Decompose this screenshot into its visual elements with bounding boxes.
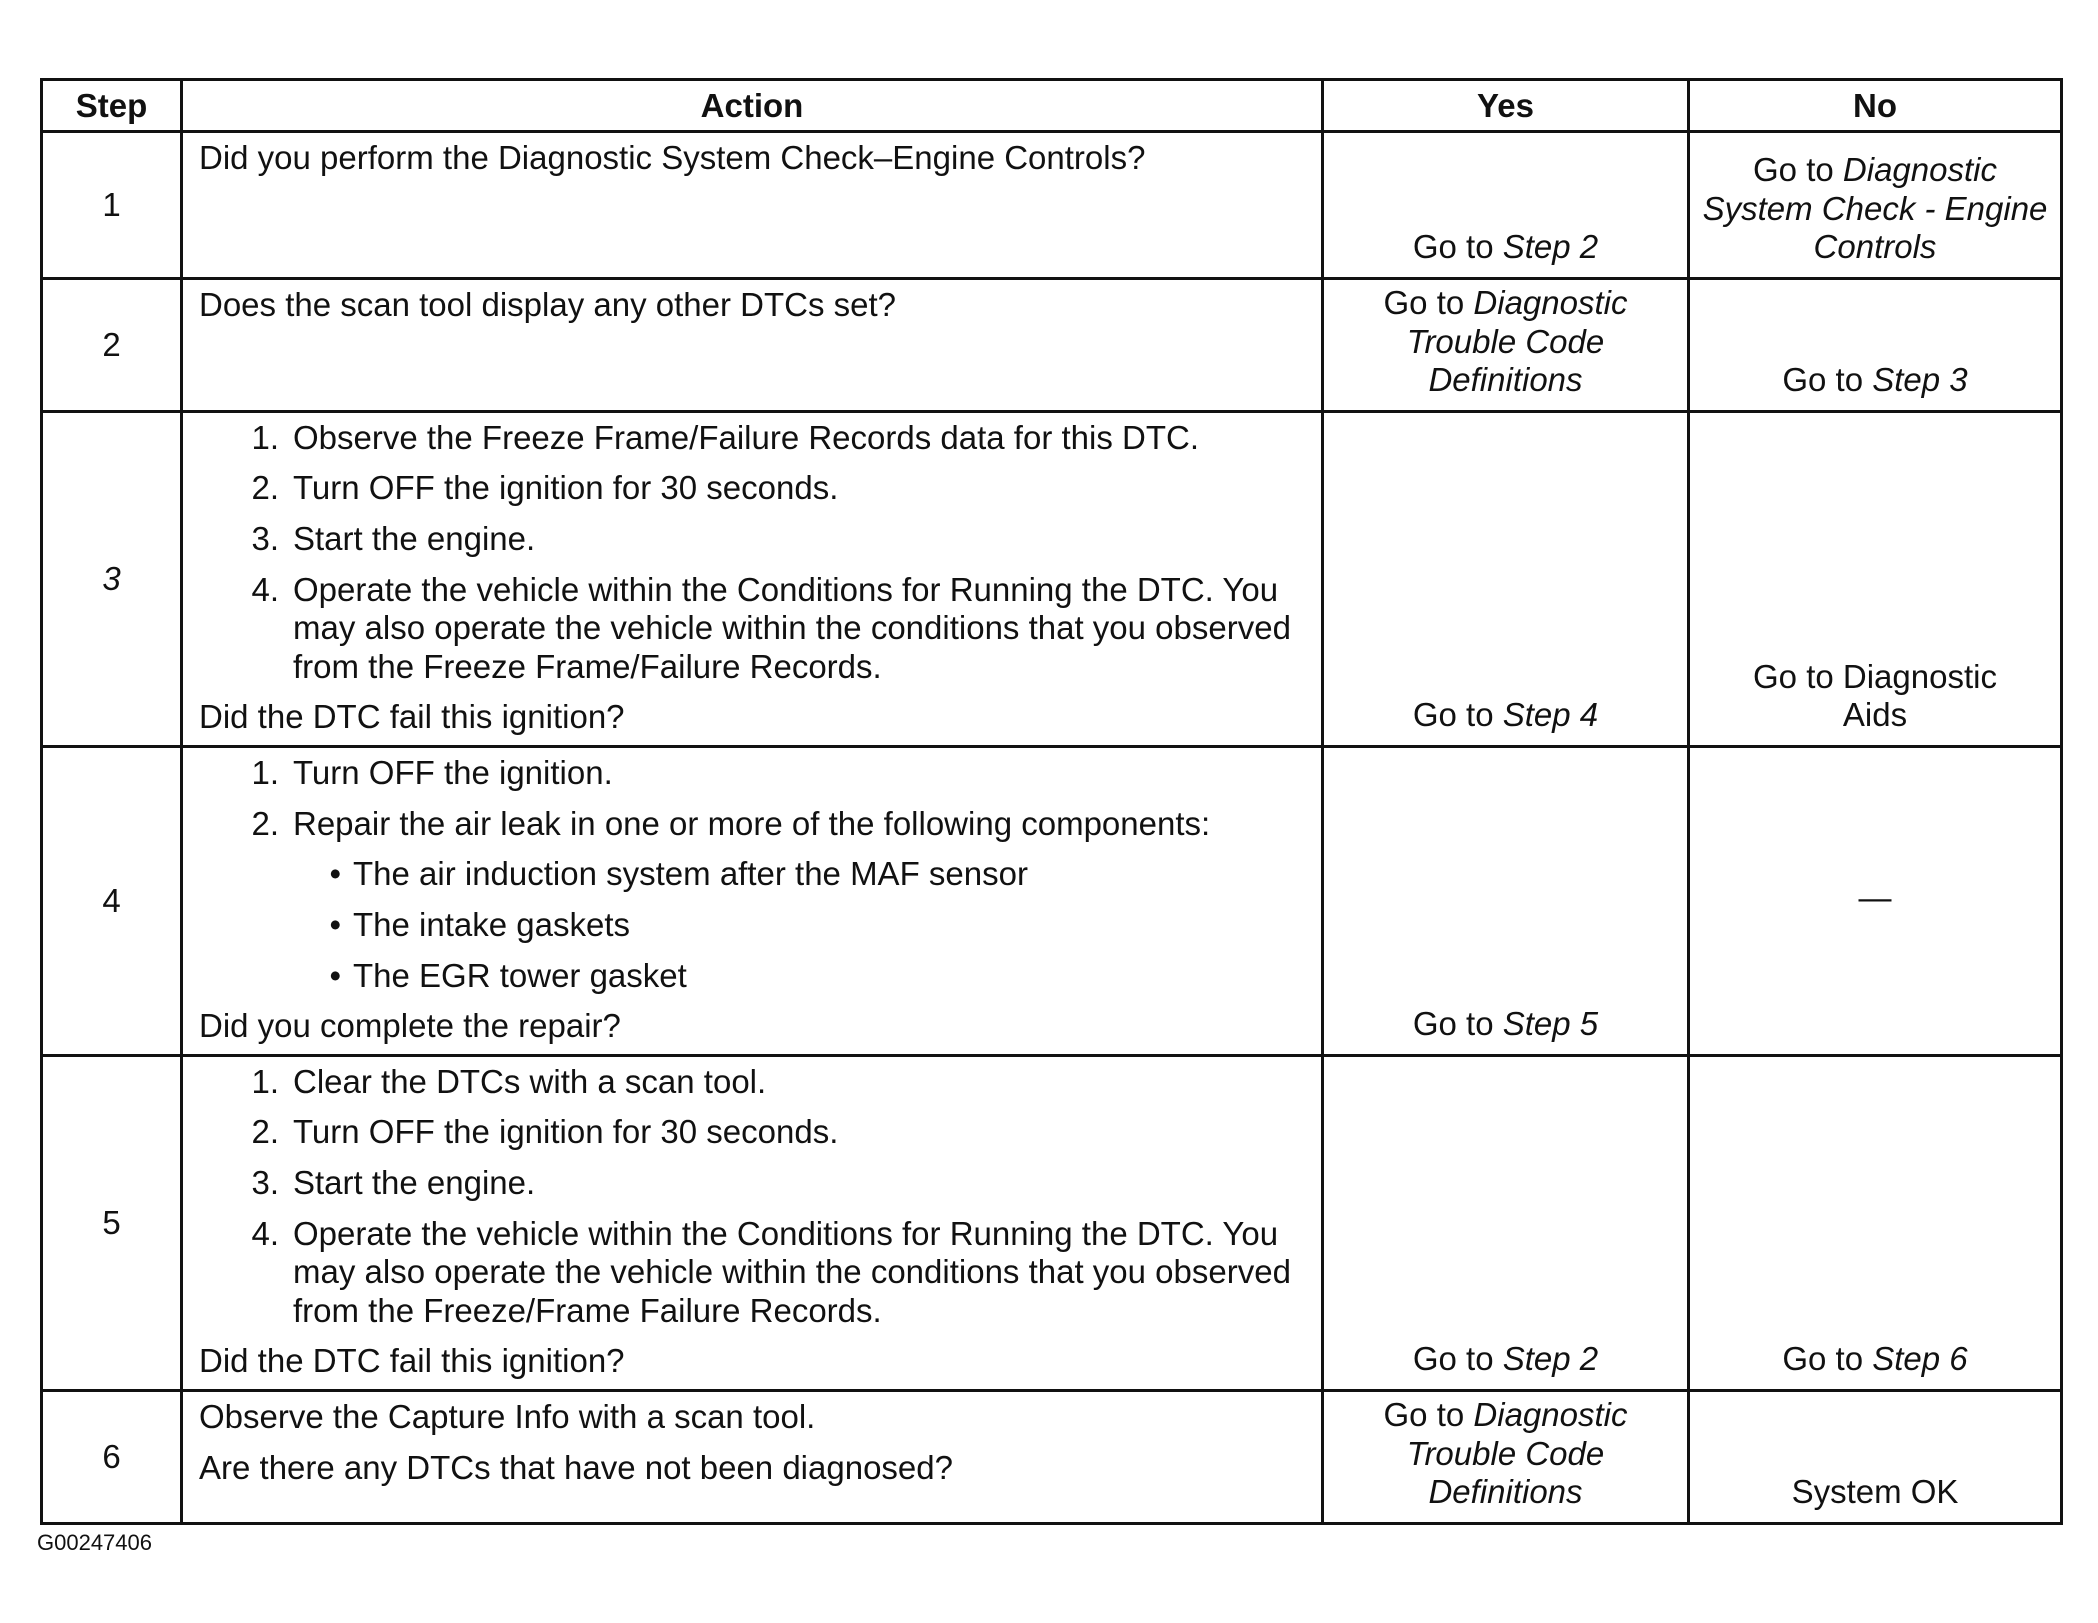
diagnostic-table: [40, 78, 2063, 1525]
table-row: [42, 279, 2062, 412]
item-number: 2.: [251, 1113, 279, 1151]
bullet-icon: •: [329, 905, 341, 943]
numbered-item: [199, 520, 1307, 559]
numbered-item: [199, 754, 1307, 793]
item-number: 3.: [251, 520, 279, 558]
action-text: Did you perform the Diagnostic System Check–Engine Controls?: [199, 139, 1146, 176]
item-text: Start the engine.: [293, 520, 536, 558]
header-action: Action: [182, 80, 1323, 132]
yes-prefix: Go to: [1412, 1340, 1503, 1378]
numbered-item: [199, 1063, 1307, 1102]
no-cell: [1689, 747, 2062, 1056]
bullet-text: The air induction system after the MAF sensor: [353, 855, 1028, 893]
no-cell: [1689, 132, 2062, 279]
action-cell: [182, 132, 1323, 279]
yes-prefix: Go to: [1383, 284, 1474, 321]
item-text: Observe the Freeze Frame/Failure Records data for this DTC.: [293, 418, 1199, 456]
numbered-item: [199, 469, 1307, 508]
bullet-icon: •: [329, 855, 341, 893]
step-number: 6: [42, 1391, 182, 1524]
bullet-item: [199, 906, 1307, 945]
item-text: Operate the vehicle within the Conditions for Running the DTC. You may also operate the vehicle within the conditions that you observed from the Freeze/Frame Failure Records.: [293, 1214, 1291, 1329]
action-cell: [182, 411, 1323, 746]
step-number: 1: [42, 132, 182, 279]
no-dash: —: [1858, 878, 1892, 916]
figure-id: G00247406: [37, 1530, 152, 1555]
step-number: 5: [42, 1055, 182, 1390]
yes-target: Diagnostic Trouble Code Definitions: [1406, 1396, 1628, 1511]
item-text: Start the engine.: [293, 1163, 536, 1201]
action-question: Did the DTC fail this ignition?: [199, 698, 625, 736]
action-cell: [182, 279, 1323, 412]
no-prefix: Go to: [1753, 151, 1843, 189]
no-target: Diagnostic System Check - Engine Controls: [1702, 151, 2048, 266]
no-target: Step 3: [1872, 361, 1968, 399]
item-text: Operate the vehicle within the Conditions for Running the DTC. You may also operate the vehicle within the conditions that you observed from the Freeze Frame/Failure Records.: [293, 570, 1291, 685]
yes-cell: [1323, 411, 1689, 746]
action-question: Did the DTC fail this ignition?: [199, 1342, 625, 1380]
yes-cell: [1323, 132, 1689, 279]
bullet-text: The EGR tower gasket: [353, 956, 687, 994]
yes-target: Step 2: [1502, 228, 1599, 266]
item-number: 4.: [251, 1214, 279, 1252]
no-prefix: Go to: [1782, 361, 1873, 399]
yes-cell: [1323, 747, 1689, 1056]
bullet-item: [199, 957, 1307, 996]
header-yes: Yes: [1323, 80, 1689, 132]
no-cell: [1689, 1055, 2062, 1390]
no-target: Step 6: [1872, 1340, 1968, 1378]
step-number: 3: [42, 411, 182, 746]
bullet-icon: •: [329, 956, 341, 994]
no-prefix: Go to: [1782, 1340, 1873, 1378]
no-text: Go to Diagnostic Aids: [1753, 657, 1997, 734]
numbered-item: [199, 419, 1307, 458]
yes-prefix: Go to: [1412, 1005, 1503, 1043]
item-number: 1.: [251, 418, 279, 456]
yes-prefix: Go to: [1412, 696, 1503, 734]
no-cell: [1689, 411, 2062, 746]
action-question: Are there any DTCs that have not been diagnosed?: [199, 1448, 953, 1486]
item-number: 1.: [251, 754, 279, 792]
no-cell: [1689, 279, 2062, 412]
bullet-text: The intake gaskets: [353, 905, 630, 943]
header-no: No: [1689, 80, 2062, 132]
item-number: 4.: [251, 570, 279, 608]
item-text: Turn OFF the ignition for 30 seconds.: [293, 1113, 839, 1151]
numbered-item: [199, 1113, 1307, 1152]
numbered-item: [199, 571, 1307, 687]
yes-target: Diagnostic Trouble Code Definitions: [1406, 284, 1628, 399]
step-number: 2: [42, 279, 182, 412]
table-row: [42, 411, 2062, 746]
bullet-item: [199, 855, 1307, 894]
item-number: 3.: [251, 1163, 279, 1201]
action-text: Observe the Capture Info with a scan tool.: [199, 1398, 816, 1436]
yes-target: Step 4: [1502, 696, 1599, 734]
action-question: Did you complete the repair?: [199, 1007, 621, 1045]
yes-prefix: Go to: [1383, 1396, 1474, 1434]
yes-cell: [1323, 1055, 1689, 1390]
item-number: 2.: [251, 804, 279, 842]
numbered-item: [199, 1164, 1307, 1203]
item-text: Clear the DTCs with a scan tool.: [293, 1062, 767, 1100]
yes-cell: [1323, 1391, 1689, 1524]
item-text: Repair the air leak in one or more of the following components:: [293, 804, 1211, 842]
action-text: Does the scan tool display any other DTCs set?: [199, 286, 897, 323]
action-cell: [182, 1391, 1323, 1524]
yes-cell: [1323, 279, 1689, 412]
no-text: System OK: [1791, 1473, 1959, 1511]
header-row: [42, 80, 2062, 132]
item-text: Turn OFF the ignition.: [293, 754, 613, 792]
yes-target: Step 5: [1502, 1005, 1599, 1043]
item-number: 2.: [251, 469, 279, 507]
yes-target: Step 2: [1502, 1340, 1599, 1378]
table-row: [42, 1055, 2062, 1390]
action-cell: [182, 1055, 1323, 1390]
table-row: [42, 747, 2062, 1056]
step-number: 4: [42, 747, 182, 1056]
no-cell: [1689, 1391, 2062, 1524]
header-step: Step: [42, 80, 182, 132]
numbered-item: [199, 805, 1307, 844]
table-row: [42, 1391, 2062, 1524]
item-text: Turn OFF the ignition for 30 seconds.: [293, 469, 839, 507]
numbered-item: [199, 1215, 1307, 1331]
yes-prefix: Go to: [1412, 228, 1503, 266]
table-row: [42, 132, 2062, 279]
action-cell: [182, 747, 1323, 1056]
item-number: 1.: [251, 1062, 279, 1100]
